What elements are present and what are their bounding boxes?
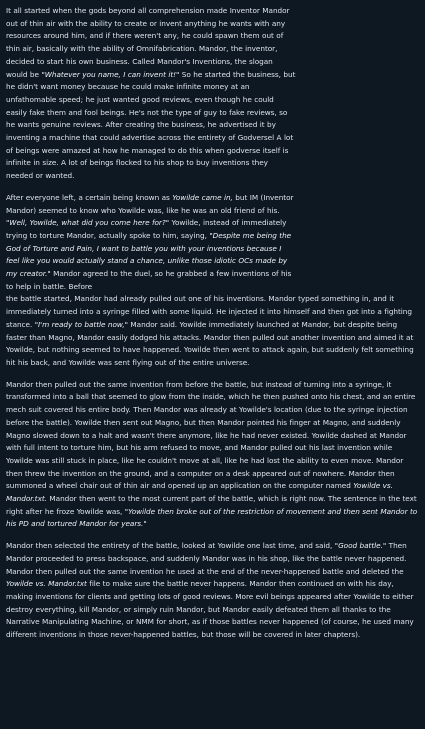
story-paragraph <box>6 293 419 369</box>
italic-text: "Despite me being the God of Torture and Pain, I want to battle you with your inventions because I feel like you would actually stand a chance, unlike those idiotic OCs made by my creator." <box>6 230 292 279</box>
body-text: Mandor then went to the most current part of the battle, which is right now. The sentence in the text right after he froze Yowilde was, <box>6 494 417 516</box>
story-paragraph <box>6 540 419 642</box>
story-paragraph <box>6 379 419 531</box>
story-paragraph <box>6 192 296 294</box>
body-text: but IM (Inventor Mandor) seemed to know who Yowilde was, like he was an old friend of his. <box>6 192 294 215</box>
italic-text: "Yowilde then broke out of the restriction of movement and then sent Mandor to his PD and tortured Mandor for years." <box>6 506 418 529</box>
story-paragraph <box>6 5 296 183</box>
body-text: the battle started, Mandor had already pulled out one of his inventions. Mandor typed something in, and it immediately turned into a syringe filled with some liquid. He injected it into himself and then got into a fighting stance. <box>6 294 412 329</box>
italic-text: Yowilde came in, <box>172 192 233 202</box>
italic-text: "Well, Yowilde, what did you come here for?" <box>6 218 170 228</box>
italic-text: Yowilde vs. Mandor.txt <box>6 579 87 589</box>
italic-text: "Whatever you name, I can invent it!" <box>41 69 180 79</box>
body-text: Yowilde, instead of immediately trying to torture Mandor, actually spoke to him, saying, <box>6 218 287 240</box>
italic-text: "Good battle." <box>334 541 387 551</box>
body-text: file to make sure the battle never happens. Mandor then continued on with his day, making inventions for clients and getting lots of good reviews. More evil beings appeared after Yowilde to either destroy everything, kill Mandor, or simply ruin Mandor, but Mandor easily defeated them all thanks to the Narrative Manipulating Machine, or NMM for short, as if those battles never happened (of course, he used many different inventions in those never-happened battles, but those will be covered in later chapters). <box>6 579 414 640</box>
body-text: Mandor agreed to the duel, so he grabbed a few inventions of his to help in battle. Before <box>6 269 292 291</box>
body-text: It all started when the gods beyond all comprehension made Inventor Mandor out of thin air with the ability to create or invent anything he wants with any resources around him, and if there weren't any, he could spawn them out of thin air, basically with the ability of Omnifabrication. Mandor, the inventor, decided to start his own business. Called Mandor's Inventions, the slogan would be <box>6 6 290 79</box>
body-text: So he started the business, but he didn't want money because he could make infinite money at an unfathomable speed; he just wanted good reviews, even though he could easily fake them and fool beings. He's not the type of guy to fake reviews, so he wants genuine reviews. After creating the business, he advertised it by inventing a machine that could advertise across the entirety of Godversel A lot of beings were amazed at how he managed to do this when godverse itself is infinite in size. A lot of beings flocked to his shop to buy inventions they needed or wanted. <box>6 69 296 181</box>
body-text: After everyone left, a certain being known as <box>6 192 173 202</box>
body-text: Mandor then selected the entirety of the battle, looked at Yowilde one last time, and said, <box>6 541 335 551</box>
italic-text: "I'm ready to battle now," <box>34 319 128 329</box>
body-text: Mandor then pulled out the same invention from before the battle, but instead of turning into a syringe, it transformed into a ball that seemed to glow from the inside, which he then pushed onto his chest, and an entire mech suit covered his entire body. Then Mandor was already at Yowilde's location (due to the syringe injection before the battle). Yowilde then sent out Magno, but then Mandor pointed his finger at Magno, and suddenly Magno slowed down to a halt and wasn't there anymore, like he had never existed. Yowilde dashed at Mandor with full intent to torture him, but his arm refused to move, and Mandor pulled out his last invention while Yowilde was still stuck in place, like he couldn't move at all, like he had lost the ability to even move. Mandor then threw the invention on the ground, and a computer on a desk appeared out of nowhere. Mandor then summoned a wheel chair out of thin air and opened up an application on the computer named <box>6 379 416 491</box>
body-text: Mandor said. Yowilde immediately launched at Mandor, but despite being faster than Magno, Mandor easily dodged his attacks. Mandor then pulled out another invention and aimed it at Yowilde, but nothing seemed to have happened. Yowilde then went to attack again, but suddenly felt something hit his back, and Yowilde was sent flying out of the entire universe. <box>6 319 414 367</box>
body-text: Then Mandor proceeded to press backspace, and suddenly Mandor was in his shop, like the battle never happened. Mandor then pulled out the same invention he used at the end of the never-happened battle and deleted the <box>6 541 407 576</box>
italic-text: Yowilde vs. Mandor.txt. <box>6 481 393 504</box>
